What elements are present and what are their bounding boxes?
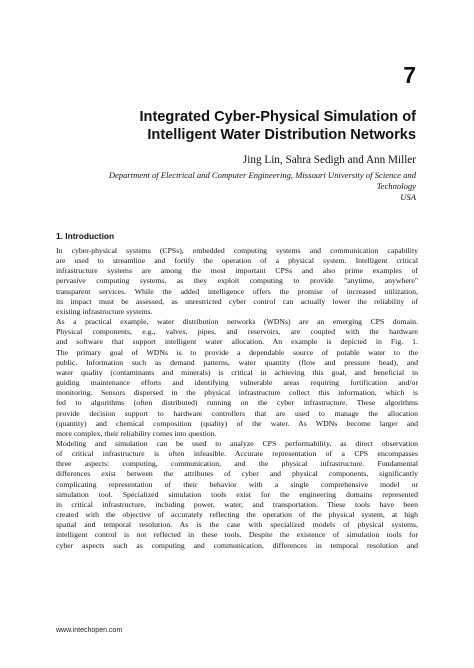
chapter-number: 7 — [403, 62, 416, 88]
title-line-1: Integrated Cyber-Physical Simulation of — [139, 109, 416, 125]
text-line: As a practical example, water distribution networks (WDNs) are an emerging CPS domain. — [56, 317, 418, 327]
text-line: public. Information such as demand patterns, water quantity (flow and pressure head), and — [56, 357, 418, 367]
text-line: existing infrastructure systems. — [56, 306, 153, 316]
text-line: Physical components, e.g., valves, pipes, and reservoirs, are coupled with the hardware — [56, 327, 418, 337]
text-line: guiding maintenance efforts and identifying vulnerable areas requiring fortification and/or — [56, 378, 418, 388]
paragraph-2 — [56, 317, 418, 439]
text-line: cyber aspects such as computing and communication, differences in temporal resolution and — [56, 540, 418, 550]
text-line: water quality (contaminants and minerals) is critical in achieving this goal, and beneficial in — [56, 367, 418, 377]
text-line: created with the objective of accurately reflecting the operation of the physical system, at high — [56, 510, 418, 520]
paper-title — [60, 108, 416, 144]
text-line: In cyber-physical systems (CPSs), embedded computing systems and communication capability — [56, 246, 418, 255]
text-line: simulation tool. Specialized simulation tools exist for the engineering domains represented — [56, 489, 418, 499]
text-line: (quantity) and chemical composition (quality) of the water. As WDNs become larger and — [56, 418, 418, 428]
text-line: its impact must be assessed, as unrestricted cyber control can actually lower the reliability of — [56, 296, 418, 306]
section-heading: 1. Introduction — [56, 231, 115, 241]
text-line: Modeling and simulation can be used to analyze CPS performability, as direct observation — [56, 438, 418, 448]
text-line: fed to algorithms (often distributed) running on the cyber infrastructure. These algorithms — [56, 398, 418, 408]
text-line: monitoring. Sensors dispersed in the physical infrastructure collect this information, which is — [56, 388, 418, 398]
text-line: spatial and temporal resolution. As is the case with specialized models of physical systems, — [56, 520, 418, 530]
text-line: are used to streamline and fortify the operation of a physical system. Intelligent critical — [56, 256, 418, 266]
affiliation-line-2: Technology — [376, 181, 416, 192]
text-line: and software that support intelligent water allocation. An example is depicted in Fig. 1. — [56, 337, 418, 347]
text-line: complicating representation of their behavior with a single comprehensive model or — [56, 479, 418, 489]
text-line: The primary goal of WDNs is to provide a dependable source of potable water to the — [56, 347, 418, 357]
text-line: pervasive computing systems, as they exploit computing to provide "anytime, anywhere" — [56, 276, 418, 286]
text-line: three aspects: computing, communication, and the physical infrastructure. Fundamental — [56, 459, 418, 469]
text-line: in critical infrastructure, including power, water, and transportation. These tools have been — [56, 499, 418, 509]
text-line: infrastructure systems are among the most important CPSs and also prime examples of — [56, 266, 418, 276]
text-line: of critical infrastructure is often infeasible. Accurate representation of a CPS encompasses — [56, 449, 418, 459]
text-line: transparent services. While the added intelligence offers the promise of increased utilization, — [56, 286, 418, 296]
authors: Jing Lin, Sahra Sedigh and Ann Miller — [242, 154, 416, 166]
paragraph-3 — [56, 439, 418, 551]
title-line-2: Intelligent Water Distribution Networks — [147, 127, 416, 143]
affiliation-line-3: USA — [400, 192, 416, 203]
text-line: more complex, their reliability comes into question. — [56, 428, 217, 438]
text-line: differences exist between the attributes of cyber and physical components, significantly — [56, 469, 418, 479]
affiliation-line-1: Department of Electrical and Computer Engineering, Missouri University of Science and — [108, 170, 416, 180]
body-text — [56, 246, 418, 551]
footer-url: www.intechopen.com — [56, 627, 123, 634]
paragraph-1 — [56, 246, 418, 317]
text-line: intelligent control is not reflected in these tools. Despite the existence of simulation tools for — [56, 530, 418, 540]
text-line: provide decision support to hardware controllers that are used to manage the allocation — [56, 408, 418, 418]
affiliation — [70, 170, 416, 204]
